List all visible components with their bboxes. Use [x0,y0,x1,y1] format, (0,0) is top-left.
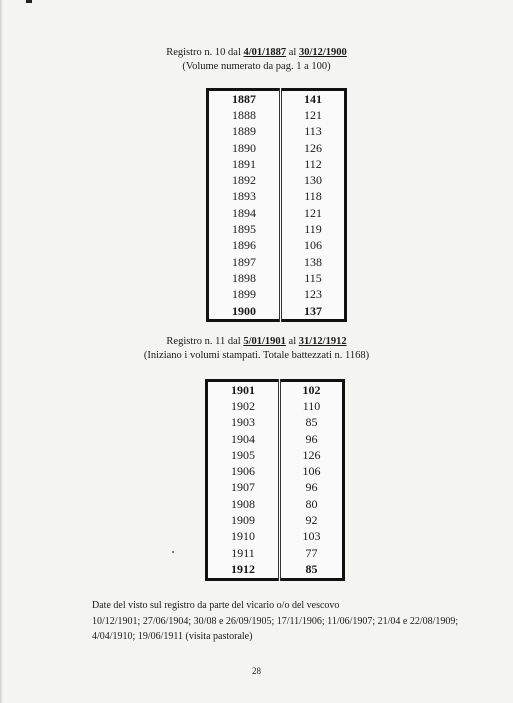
baptisms-count-cell: 130 [304,173,322,188]
table-row [208,303,346,321]
baptisms-count-cell: 119 [304,222,322,237]
year-cell: 1898 [208,270,281,286]
table-row [208,189,346,205]
register-10-subtitle: (Volume numerato da pag. 1 a 100) [182,61,331,72]
table-row [208,205,346,221]
year-cell: 1906 [207,463,280,479]
baptisms-count-cell: 106 [302,464,321,479]
table-row [208,156,346,172]
note-dates-line-2: 4/04/1910; 19/06/1911 (visita pastorale) [92,631,253,642]
baptisms-count-cell: 96 [305,480,318,495]
year-cell: 1911 [207,545,280,561]
baptisms-count-cell: 126 [304,140,322,155]
table-row [207,463,344,479]
table-row [208,140,346,156]
table-row [208,238,346,254]
note-dates-line-1: 10/12/1901; 27/06/1904; 30/08 e 26/09/1905; 17/11/1906; 11/06/1907; 21/04 e 22/08/1909; [92,615,459,627]
baptisms-count-cell: 106 [304,238,322,253]
table-row [207,431,344,447]
note-heading: Date del visto sul registro da parte del vicario o/o del vescovo [92,600,340,611]
year-cell: 1909 [207,512,280,528]
table-row [208,270,346,286]
stray-dot [172,551,174,553]
register-11-table [205,379,345,581]
register-10-caption [0,46,513,74]
baptisms-count-cell: 77 [305,545,318,560]
page-number: 28 [252,666,261,676]
baptisms-count-cell: 103 [302,529,321,544]
year-cell: 1897 [208,254,281,270]
table-row [208,90,346,108]
year-cell: 1894 [208,205,281,221]
year-cell: 1887 [208,90,281,108]
year-cell: 1896 [208,238,281,254]
baptisms-count-cell: 102 [302,382,321,397]
table-row [207,415,344,431]
baptisms-count-cell: 138 [304,254,322,269]
table-row [207,398,344,414]
table-row [208,107,346,123]
year-cell: 1902 [207,398,280,414]
baptisms-count-cell: 92 [305,513,318,528]
register-10-title: Registro n. 10 dal 4/01/1887 al 30/12/1900 [166,47,347,58]
visit-dates-note [92,598,512,645]
baptisms-count-cell: 141 [304,91,322,106]
year-cell: 1907 [207,480,280,496]
table-row [208,172,346,188]
year-cell: 1908 [207,496,280,512]
year-cell: 1888 [208,107,281,123]
baptisms-count-cell: 96 [305,431,318,446]
table-row [207,512,344,528]
baptisms-count-cell: 115 [304,270,322,285]
table-row [208,287,346,303]
baptisms-count-cell: 112 [304,156,322,171]
register-11-subtitle: (Iniziano i volumi stampati. Totale battezzati n. 1168) [143,350,370,361]
table-row [208,124,346,140]
table-row [207,545,344,561]
table-row [207,381,344,399]
year-cell: 1899 [208,287,281,303]
year-cell: 1903 [207,415,280,431]
baptisms-count-cell: 118 [304,189,322,204]
year-cell: 1890 [208,140,281,156]
year-cell: 1901 [207,381,280,399]
table-row [207,447,344,463]
baptisms-count-cell: 121 [304,107,322,122]
register-10-table [206,88,347,322]
year-cell: 1905 [207,447,280,463]
baptisms-count-cell: 110 [302,398,321,413]
baptisms-count-cell: 80 [305,496,318,511]
year-cell: 1904 [207,431,280,447]
table-row [207,480,344,496]
table-row [207,529,344,545]
baptisms-count-cell: 113 [304,124,322,139]
scan-corner-mark [26,0,32,3]
year-cell: 1900 [208,303,281,321]
register-11-caption [0,335,513,363]
year-cell: 1893 [208,189,281,205]
table-row [208,254,346,270]
year-cell: 1892 [208,172,281,188]
year-cell: 1889 [208,124,281,140]
table-row [208,221,346,237]
baptisms-count-cell: 137 [304,303,322,318]
year-cell: 1895 [208,221,281,237]
register-11-title: Registro n. 11 dal 5/01/1901 al 31/12/1912 [166,336,347,347]
year-cell: 1891 [208,156,281,172]
baptisms-count-cell: 121 [304,205,322,220]
baptisms-count-cell: 85 [305,415,318,430]
baptisms-count-cell: 85 [305,561,318,576]
baptisms-count-cell: 123 [304,287,322,302]
table-row [207,496,344,512]
table-row [207,561,344,579]
year-cell: 1910 [207,529,280,545]
baptisms-count-cell: 126 [302,447,321,462]
year-cell: 1912 [207,561,280,579]
